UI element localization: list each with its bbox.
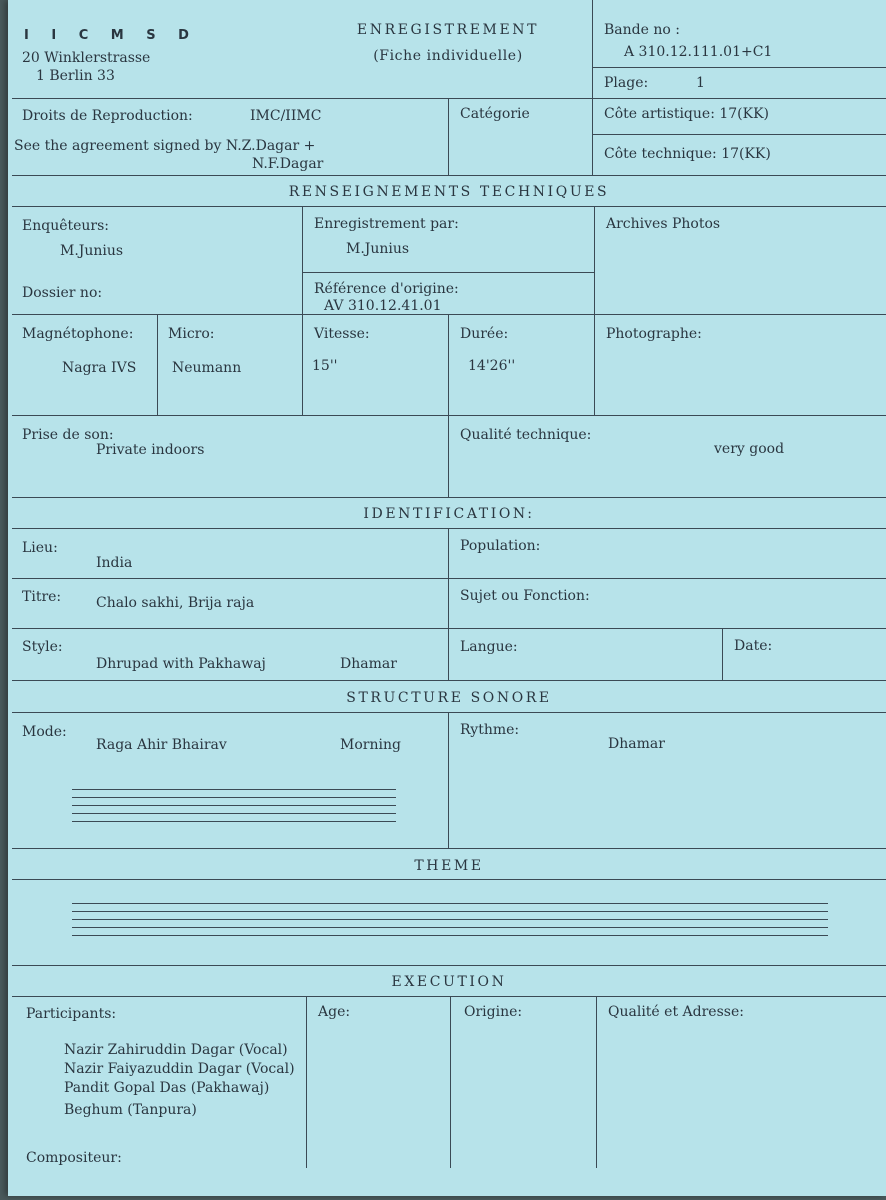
sujet-label: Sujet ou Fonction: (460, 588, 590, 604)
dossier-label: Dossier no: (22, 285, 103, 301)
mode-time: Morning (340, 737, 401, 753)
bande-value: A 310.12.111.01+C1 (624, 44, 773, 60)
divider (448, 98, 449, 175)
cote-artistique: Côte artistique: 17(KK) (604, 106, 770, 122)
divider (302, 206, 303, 415)
style-label: Style: (22, 639, 63, 655)
compositeur-label: Compositeur: (26, 1150, 122, 1166)
divider (302, 272, 594, 273)
origine-label: Origine: (464, 1004, 523, 1020)
divider (12, 965, 886, 966)
section-title-structure: STRUCTURE SONORE (346, 690, 552, 706)
cote-technique: Côte technique: 17(KK) (604, 146, 771, 162)
duree-label: Durée: (460, 326, 509, 342)
rythme-value: Dhamar (608, 736, 665, 752)
qualite-technique-label: Qualité technique: (460, 427, 592, 443)
divider (12, 848, 886, 849)
lieu-label: Lieu: (22, 540, 58, 556)
section-title-execution: EXECUTION (391, 974, 507, 990)
form-subtitle: (Fiche individuelle) (373, 48, 523, 64)
plage-value: 1 (696, 75, 705, 91)
mode-value: Raga Ahir Bhairav (96, 737, 227, 753)
divider (722, 628, 723, 680)
divider (592, 0, 593, 98)
bande-label: Bande no : (604, 22, 680, 38)
categorie-label: Catégorie (460, 106, 530, 122)
rights-note-line1: See the agreement signed by N.Z.Dagar + (14, 138, 316, 154)
form-title: ENREGISTREMENT (356, 22, 540, 38)
lieu-value: India (96, 555, 133, 571)
divider (450, 996, 451, 1168)
section-title-identification: IDENTIFICATION: (363, 506, 535, 522)
style-value: Dhrupad with Pakhawaj (96, 656, 266, 672)
divider (448, 528, 449, 680)
recording-form-card (8, 0, 886, 1196)
participant-3: Pandit Gopal Das (Pakhawaj) (64, 1080, 270, 1096)
org-city: 1 Berlin 33 (36, 68, 115, 84)
archives-label: Archives Photos (606, 216, 721, 232)
divider (12, 206, 886, 207)
population-label: Population: (460, 538, 541, 554)
micro-label: Micro: (168, 326, 215, 342)
divider (306, 996, 307, 1168)
titre-value: Chalo sakhi, Brija raja (96, 595, 255, 611)
langue-label: Langue: (460, 639, 518, 655)
participant-2: Nazir Faiyazuddin Dagar (Vocal) (64, 1061, 295, 1077)
age-label: Age: (318, 1004, 351, 1020)
photographe-label: Photographe: (606, 326, 702, 342)
divider (12, 680, 886, 681)
org-code: I I C M S D (24, 28, 198, 43)
date-label: Date: (734, 638, 773, 654)
divider (596, 996, 597, 1168)
divider (12, 497, 886, 498)
org-street: 20 Winklerstrasse (22, 50, 151, 66)
enregistrement-par-value: M.Junius (346, 241, 410, 257)
rights-value: IMC/IIMC (250, 108, 322, 124)
vitesse-value: 15'' (312, 358, 338, 374)
qualite-adresse-label: Qualité et Adresse: (608, 1004, 744, 1020)
divider (592, 98, 593, 175)
divider (594, 206, 595, 415)
rights-label: Droits de Reproduction: (22, 108, 193, 124)
mode-label: Mode: (22, 724, 67, 740)
prise-label: Prise de son: (22, 427, 114, 443)
divider (592, 134, 886, 135)
divider (12, 628, 886, 629)
divider (448, 415, 449, 497)
qualite-technique-value: very good (714, 441, 785, 457)
participant-1: Nazir Zahiruddin Dagar (Vocal) (64, 1042, 288, 1058)
rythme-label: Rythme: (460, 722, 520, 738)
divider (12, 175, 886, 176)
divider (12, 578, 886, 579)
participant-4: Beghum (Tanpura) (64, 1102, 197, 1118)
enregistrement-par-label: Enregistrement par: (314, 216, 459, 232)
enqueteurs-label: Enquêteurs: (22, 218, 110, 234)
divider (12, 879, 886, 880)
magnetophone-label: Magnétophone: (22, 326, 134, 342)
section-title-technical: RENSEIGNEMENTS TECHNIQUES (288, 184, 610, 200)
participants-label: Participants: (26, 1006, 117, 1022)
duree-value: 14'26'' (468, 358, 516, 374)
divider (448, 314, 449, 415)
reference-label: Référence d'origine: (314, 281, 459, 297)
style-value-2: Dhamar (340, 656, 397, 672)
micro-value: Neumann (172, 360, 242, 376)
prise-value: Private indoors (96, 442, 205, 458)
section-title-theme: THEME (414, 858, 484, 874)
vitesse-label: Vitesse: (314, 326, 370, 342)
divider (592, 67, 886, 68)
divider (448, 712, 449, 848)
magnetophone-value: Nagra IVS (62, 360, 137, 376)
enqueteurs-value: M.Junius (60, 243, 124, 259)
divider (12, 996, 886, 997)
titre-label: Titre: (22, 589, 62, 605)
rights-note-line2: N.F.Dagar (252, 156, 324, 172)
divider (157, 314, 158, 415)
plage-label: Plage: (604, 75, 649, 91)
reference-value: AV 310.12.41.01 (324, 298, 442, 314)
